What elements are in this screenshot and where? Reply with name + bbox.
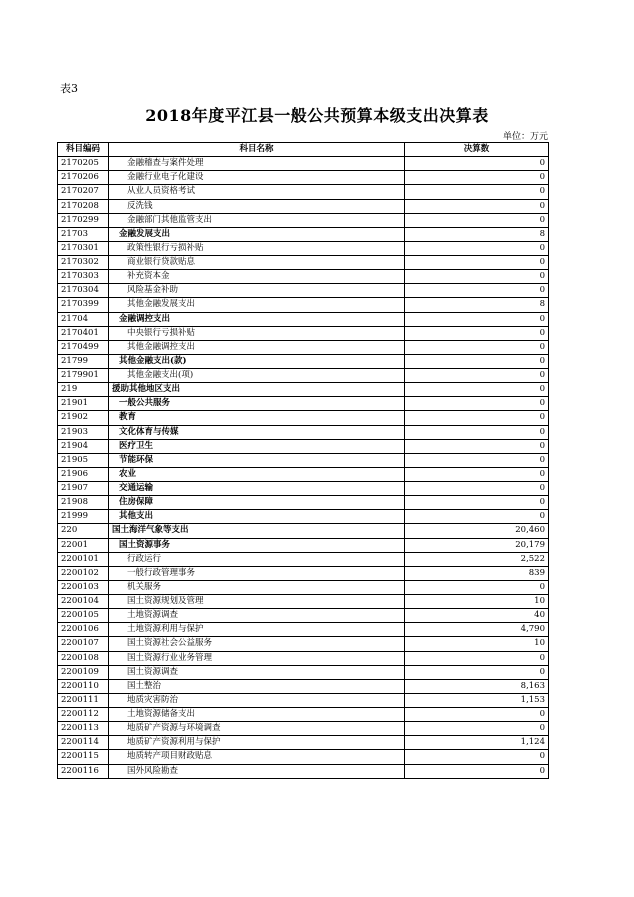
table-row bbox=[58, 623, 549, 637]
table-row bbox=[58, 524, 549, 538]
table-row bbox=[58, 213, 549, 227]
row-code-cell: 2200107 bbox=[58, 637, 109, 651]
row-code-cell: 2170302 bbox=[58, 256, 109, 270]
row-name-cell: 机关服务 bbox=[109, 580, 405, 594]
row-amount-cell: 0 bbox=[405, 326, 549, 340]
row-code-cell: 2200105 bbox=[58, 609, 109, 623]
row-amount-cell: 0 bbox=[405, 213, 549, 227]
row-name-cell: 其他金融支出(项) bbox=[109, 369, 405, 383]
row-amount-cell: 0 bbox=[405, 439, 549, 453]
table-row bbox=[58, 693, 549, 707]
table-row bbox=[58, 764, 549, 778]
table-row bbox=[58, 256, 549, 270]
table-row bbox=[58, 284, 549, 298]
table-row bbox=[58, 750, 549, 764]
table-row bbox=[58, 722, 549, 736]
row-amount-cell: 2,522 bbox=[405, 552, 549, 566]
table-row bbox=[58, 298, 549, 312]
table-row bbox=[58, 383, 549, 397]
header-name: 科目名称 bbox=[109, 143, 405, 157]
row-amount-cell: 0 bbox=[405, 312, 549, 326]
row-code-cell: 219 bbox=[58, 383, 109, 397]
row-amount-cell: 0 bbox=[405, 651, 549, 665]
row-code-cell: 220 bbox=[58, 524, 109, 538]
table-row bbox=[58, 496, 549, 510]
row-code-cell: 2200115 bbox=[58, 750, 109, 764]
row-code-cell: 2200114 bbox=[58, 736, 109, 750]
row-name-cell: 土地资源利用与保护 bbox=[109, 623, 405, 637]
row-amount-cell: 0 bbox=[405, 510, 549, 524]
row-amount-cell: 8 bbox=[405, 227, 549, 241]
row-name-cell: 风险基金补助 bbox=[109, 284, 405, 298]
row-name-cell: 地质矿产资源利用与保护 bbox=[109, 736, 405, 750]
row-name-cell: 国土资源事务 bbox=[109, 538, 405, 552]
table-row bbox=[58, 736, 549, 750]
row-amount-cell: 0 bbox=[405, 171, 549, 185]
table-row bbox=[58, 227, 549, 241]
row-name-cell: 一般公共服务 bbox=[109, 397, 405, 411]
row-name-cell: 农业 bbox=[109, 467, 405, 481]
row-amount-cell: 0 bbox=[405, 185, 549, 199]
row-name-cell: 行政运行 bbox=[109, 552, 405, 566]
row-name-cell: 住房保障 bbox=[109, 496, 405, 510]
row-amount-cell: 0 bbox=[405, 467, 549, 481]
table-row bbox=[58, 538, 549, 552]
table-row bbox=[58, 566, 549, 580]
table-body bbox=[58, 157, 549, 779]
row-name-cell: 金融行业电子化建设 bbox=[109, 171, 405, 185]
row-amount-cell: 20,179 bbox=[405, 538, 549, 552]
table-row bbox=[58, 425, 549, 439]
row-amount-cell: 8 bbox=[405, 298, 549, 312]
row-name-cell: 反洗钱 bbox=[109, 199, 405, 213]
row-name-cell: 金融稽查与案件处理 bbox=[109, 157, 405, 171]
row-code-cell: 2200104 bbox=[58, 595, 109, 609]
row-amount-cell: 0 bbox=[405, 750, 549, 764]
row-amount-cell: 0 bbox=[405, 453, 549, 467]
row-name-cell: 教育 bbox=[109, 411, 405, 425]
row-name-cell: 补充资本金 bbox=[109, 270, 405, 284]
row-code-cell: 2200112 bbox=[58, 708, 109, 722]
row-amount-cell: 0 bbox=[405, 665, 549, 679]
row-code-cell: 2200113 bbox=[58, 722, 109, 736]
row-code-cell: 2200110 bbox=[58, 679, 109, 693]
row-name-cell: 其他支出 bbox=[109, 510, 405, 524]
row-name-cell: 国土海洋气象等支出 bbox=[109, 524, 405, 538]
row-code-cell: 2170301 bbox=[58, 241, 109, 255]
table-row bbox=[58, 595, 549, 609]
unit-label: 单位：万元 bbox=[502, 132, 548, 142]
row-amount-cell: 1,153 bbox=[405, 693, 549, 707]
budget-table bbox=[57, 142, 549, 779]
row-amount-cell: 10 bbox=[405, 637, 549, 651]
row-name-cell: 国土整治 bbox=[109, 679, 405, 693]
row-amount-cell: 0 bbox=[405, 354, 549, 368]
row-name-cell: 商业银行贷款贴息 bbox=[109, 256, 405, 270]
row-amount-cell: 1,124 bbox=[405, 736, 549, 750]
table-row bbox=[58, 241, 549, 255]
row-amount-cell: 10 bbox=[405, 595, 549, 609]
row-code-cell: 2170401 bbox=[58, 326, 109, 340]
row-amount-cell: 0 bbox=[405, 580, 549, 594]
table-row bbox=[58, 580, 549, 594]
row-code-cell: 2200116 bbox=[58, 764, 109, 778]
row-amount-cell: 0 bbox=[405, 722, 549, 736]
row-name-cell: 政策性银行亏损补贴 bbox=[109, 241, 405, 255]
row-code-cell: 21904 bbox=[58, 439, 109, 453]
table-header-row bbox=[58, 143, 549, 157]
row-name-cell: 地质矿产资源与环境调查 bbox=[109, 722, 405, 736]
row-amount-cell: 0 bbox=[405, 482, 549, 496]
row-code-cell: 2200106 bbox=[58, 623, 109, 637]
table-row bbox=[58, 312, 549, 326]
row-code-cell: 2200101 bbox=[58, 552, 109, 566]
row-name-cell: 一般行政管理事务 bbox=[109, 566, 405, 580]
row-amount-cell: 0 bbox=[405, 256, 549, 270]
row-code-cell: 2200103 bbox=[58, 580, 109, 594]
row-code-cell: 2200102 bbox=[58, 566, 109, 580]
row-name-cell: 医疗卫生 bbox=[109, 439, 405, 453]
row-code-cell: 21905 bbox=[58, 453, 109, 467]
row-name-cell: 国土资源调查 bbox=[109, 665, 405, 679]
row-name-cell: 其他金融发展支出 bbox=[109, 298, 405, 312]
table-row bbox=[58, 651, 549, 665]
table-row bbox=[58, 270, 549, 284]
table-row bbox=[58, 467, 549, 481]
row-name-cell: 国土资源社会公益服务 bbox=[109, 637, 405, 651]
row-code-cell: 2200108 bbox=[58, 651, 109, 665]
row-amount-cell: 0 bbox=[405, 340, 549, 354]
table-number-label: 表3 bbox=[60, 82, 78, 95]
row-amount-cell: 0 bbox=[405, 411, 549, 425]
table-row bbox=[58, 665, 549, 679]
row-name-cell: 地质灾害防治 bbox=[109, 693, 405, 707]
header-amount: 决算数 bbox=[405, 143, 549, 157]
row-name-cell: 国土资源规划及管理 bbox=[109, 595, 405, 609]
row-code-cell: 21902 bbox=[58, 411, 109, 425]
row-amount-cell: 0 bbox=[405, 383, 549, 397]
table-row bbox=[58, 326, 549, 340]
row-code-cell: 21906 bbox=[58, 467, 109, 481]
row-name-cell: 文化体育与传媒 bbox=[109, 425, 405, 439]
row-name-cell: 土地资源调查 bbox=[109, 609, 405, 623]
row-name-cell: 从业人员资格考试 bbox=[109, 185, 405, 199]
row-name-cell: 国外风险勘查 bbox=[109, 764, 405, 778]
row-name-cell: 中央银行亏损补贴 bbox=[109, 326, 405, 340]
row-code-cell: 2170304 bbox=[58, 284, 109, 298]
row-name-cell: 国土资源行业业务管理 bbox=[109, 651, 405, 665]
row-amount-cell: 40 bbox=[405, 609, 549, 623]
row-amount-cell: 0 bbox=[405, 284, 549, 298]
row-amount-cell: 0 bbox=[405, 496, 549, 510]
row-name-cell: 节能环保 bbox=[109, 453, 405, 467]
table-row bbox=[58, 482, 549, 496]
row-code-cell: 21799 bbox=[58, 354, 109, 368]
table-row bbox=[58, 411, 549, 425]
row-code-cell: 2179901 bbox=[58, 369, 109, 383]
table-row bbox=[58, 185, 549, 199]
table-row bbox=[58, 171, 549, 185]
row-code-cell: 2170206 bbox=[58, 171, 109, 185]
row-code-cell: 2200109 bbox=[58, 665, 109, 679]
row-amount-cell: 0 bbox=[405, 270, 549, 284]
table-row bbox=[58, 340, 549, 354]
row-name-cell: 交通运输 bbox=[109, 482, 405, 496]
table-row bbox=[58, 637, 549, 651]
table-row bbox=[58, 157, 549, 171]
row-name-cell: 金融调控支出 bbox=[109, 312, 405, 326]
row-name-cell: 其他金融调控支出 bbox=[109, 340, 405, 354]
row-amount-cell: 0 bbox=[405, 425, 549, 439]
row-amount-cell: 839 bbox=[405, 566, 549, 580]
row-amount-cell: 20,460 bbox=[405, 524, 549, 538]
table-row bbox=[58, 439, 549, 453]
row-name-cell: 地质转产项目财政贴息 bbox=[109, 750, 405, 764]
row-code-cell: 21703 bbox=[58, 227, 109, 241]
row-amount-cell: 0 bbox=[405, 397, 549, 411]
header-code: 科目编码 bbox=[58, 143, 109, 157]
table-row bbox=[58, 679, 549, 693]
table-row bbox=[58, 199, 549, 213]
row-code-cell: 21903 bbox=[58, 425, 109, 439]
table-row bbox=[58, 369, 549, 383]
row-amount-cell: 0 bbox=[405, 708, 549, 722]
row-code-cell: 21704 bbox=[58, 312, 109, 326]
row-code-cell: 21908 bbox=[58, 496, 109, 510]
row-code-cell: 21999 bbox=[58, 510, 109, 524]
table-row bbox=[58, 609, 549, 623]
row-code-cell: 2170499 bbox=[58, 340, 109, 354]
row-amount-cell: 4,790 bbox=[405, 623, 549, 637]
row-amount-cell: 0 bbox=[405, 241, 549, 255]
row-code-cell: 2170299 bbox=[58, 213, 109, 227]
row-amount-cell: 8,163 bbox=[405, 679, 549, 693]
row-amount-cell: 0 bbox=[405, 764, 549, 778]
row-code-cell: 21907 bbox=[58, 482, 109, 496]
row-code-cell: 2200111 bbox=[58, 693, 109, 707]
table-row bbox=[58, 708, 549, 722]
table-row bbox=[58, 397, 549, 411]
row-code-cell: 2170207 bbox=[58, 185, 109, 199]
row-name-cell: 援助其他地区支出 bbox=[109, 383, 405, 397]
row-name-cell: 金融发展支出 bbox=[109, 227, 405, 241]
row-name-cell: 其他金融支出(款) bbox=[109, 354, 405, 368]
table-row bbox=[58, 552, 549, 566]
row-code-cell: 2170208 bbox=[58, 199, 109, 213]
table-row bbox=[58, 453, 549, 467]
table-row bbox=[58, 510, 549, 524]
row-code-cell: 2170399 bbox=[58, 298, 109, 312]
row-code-cell: 2170205 bbox=[58, 157, 109, 171]
table-row bbox=[58, 354, 549, 368]
row-name-cell: 土地资源储备支出 bbox=[109, 708, 405, 722]
row-amount-cell: 0 bbox=[405, 199, 549, 213]
row-code-cell: 2170303 bbox=[58, 270, 109, 284]
row-amount-cell: 0 bbox=[405, 157, 549, 171]
row-amount-cell: 0 bbox=[405, 369, 549, 383]
row-code-cell: 22001 bbox=[58, 538, 109, 552]
document-title: 2018年度平江县一般公共预算本级支出决算表 bbox=[145, 106, 489, 125]
row-name-cell: 金融部门其他监管支出 bbox=[109, 213, 405, 227]
row-code-cell: 21901 bbox=[58, 397, 109, 411]
